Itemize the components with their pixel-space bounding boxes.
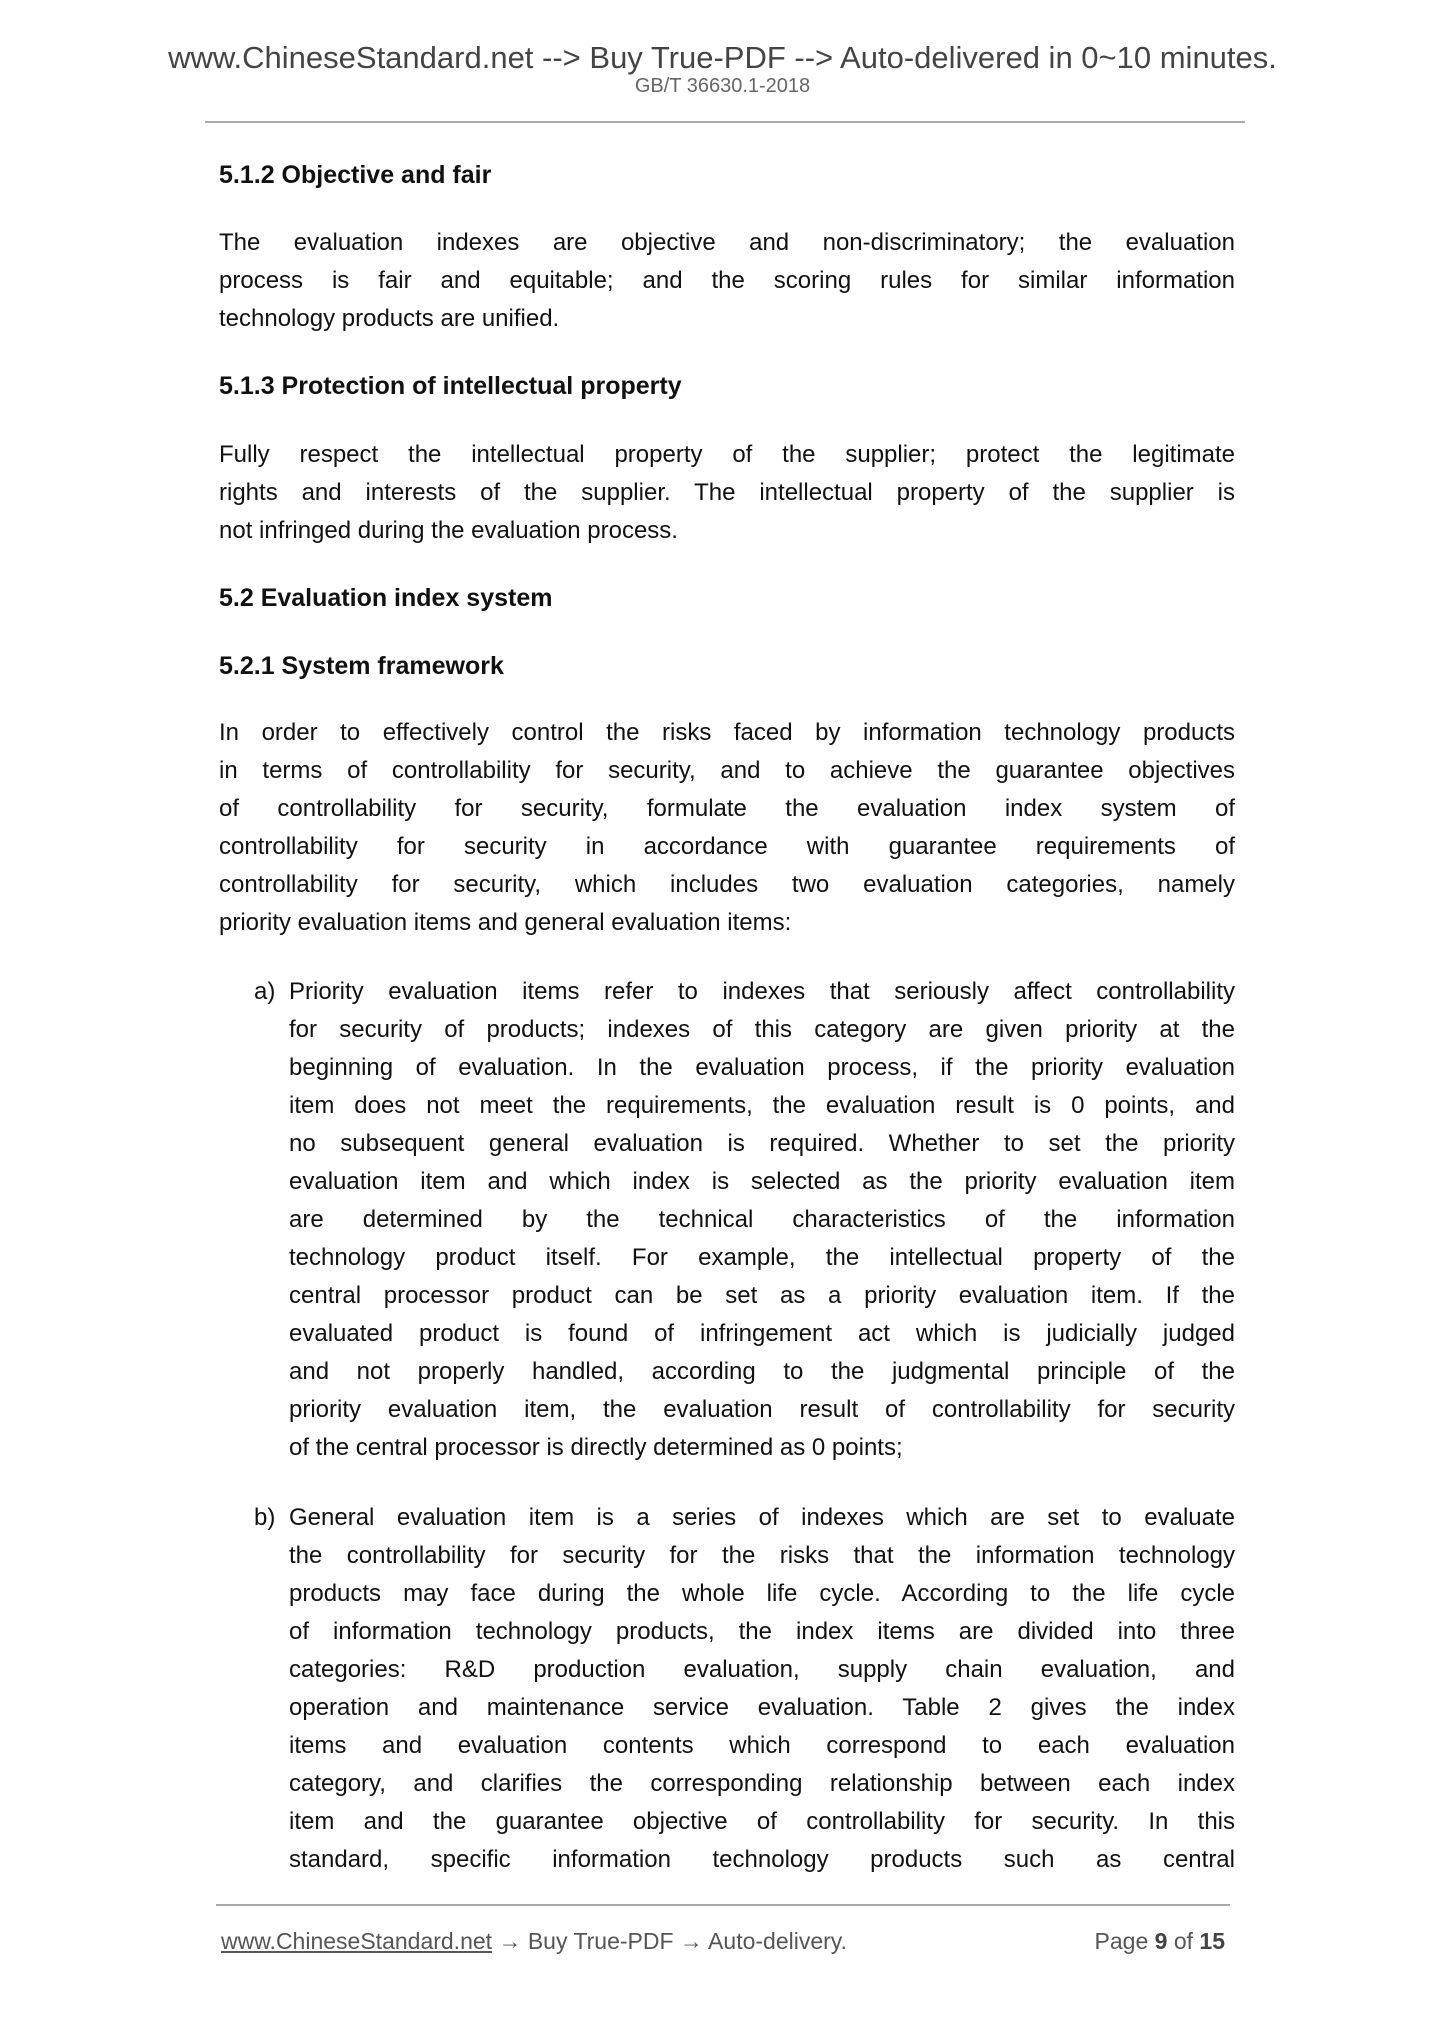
text-line: in terms of controllability for security, and to achieve the guarantee objectives bbox=[219, 757, 1235, 784]
text-line: and not properly handled, according to the judgmental principle of the bbox=[289, 1358, 1235, 1385]
page-number: 9 bbox=[1154, 1928, 1168, 1954]
header-banner: www.ChineseStandard.net --> Buy True-PDF --> Auto-delivered in 0~10 minutes. bbox=[168, 40, 1277, 75]
text-line: priority evaluation item, the evaluation result of controllability for security bbox=[289, 1396, 1235, 1423]
text-line: The evaluation indexes are objective and non-discriminatory; the evaluation bbox=[219, 229, 1235, 256]
heading-5-2-1: 5.2.1 System framework bbox=[219, 652, 504, 680]
text-line: General evaluation item is a series of indexes which are set to evaluate bbox=[289, 1504, 1235, 1531]
list-label-b: b) bbox=[254, 1504, 276, 1531]
text-line: central processor product can be set as a priority evaluation item. If the bbox=[289, 1282, 1235, 1309]
list-item-b-text bbox=[289, 1499, 1235, 1879]
text-line: of the central processor is directly determined as 0 points; bbox=[289, 1434, 903, 1461]
text-line: technology product itself. For example, the intellectual property of the bbox=[289, 1244, 1235, 1271]
list-item-b bbox=[254, 1499, 1235, 1879]
text-line: no subsequent general evaluation is required. Whether to set the priority bbox=[289, 1130, 1235, 1157]
heading-5-2: 5.2 Evaluation index system bbox=[219, 584, 553, 612]
text-line: process is fair and equitable; and the scoring rules for similar information bbox=[219, 267, 1235, 294]
text-line: controllability for security in accordance with guarantee requirements of bbox=[219, 833, 1235, 860]
footer-divider bbox=[216, 1904, 1230, 1906]
text-line: controllability for security, which includes two evaluation categories, namely bbox=[219, 871, 1235, 898]
text-line: category, and clarifies the corresponding relationship between each index bbox=[289, 1770, 1235, 1797]
text-line: the controllability for security for the risks that the information technology bbox=[289, 1542, 1235, 1569]
text-line: of controllability for security, formulate the evaluation index system of bbox=[219, 795, 1235, 822]
text-line: are determined by the technical characteristics of the information bbox=[289, 1206, 1235, 1233]
text-line: item does not meet the requirements, the evaluation result is 0 points, and bbox=[289, 1092, 1235, 1119]
page-indicator bbox=[1095, 1926, 1225, 1956]
text-line: standard, specific information technology products such as central bbox=[289, 1846, 1235, 1873]
page-total: 15 bbox=[1199, 1928, 1225, 1954]
footer-left bbox=[221, 1926, 847, 1956]
text-line: operation and maintenance service evaluation. Table 2 gives the index bbox=[289, 1694, 1235, 1721]
text-line: evaluated product is found of infringement act which is judicially judged bbox=[289, 1320, 1235, 1347]
list-label-a: a) bbox=[254, 978, 276, 1005]
text-line: In order to effectively control the risks faced by information technology products bbox=[219, 719, 1235, 746]
of-word: of bbox=[1173, 1928, 1194, 1954]
text-line: items and evaluation contents which correspond to each evaluation bbox=[289, 1732, 1235, 1759]
footer-tail: → Buy True-PDF → Auto-delivery. bbox=[492, 1928, 847, 1954]
text-line: products may face during the whole life cycle. According to the life cycle bbox=[289, 1580, 1235, 1607]
list-item-a bbox=[254, 973, 1235, 1467]
text-line: Priority evaluation items refer to indexes that seriously affect controllability bbox=[289, 978, 1235, 1005]
text-line: priority evaluation items and general evaluation items: bbox=[219, 909, 792, 936]
text-line: beginning of evaluation. In the evaluation process, if the priority evaluation bbox=[289, 1054, 1235, 1081]
heading-5-1-3: 5.1.3 Protection of intellectual property bbox=[219, 372, 682, 400]
header-divider bbox=[205, 121, 1245, 123]
text-line: for security of products; indexes of this category are given priority at the bbox=[289, 1016, 1235, 1043]
text-line: evaluation item and which index is selected as the priority evaluation item bbox=[289, 1168, 1235, 1195]
footer-link[interactable]: www.ChineseStandard.net bbox=[221, 1928, 493, 1954]
text-line: item and the guarantee objective of controllability for security. In this bbox=[289, 1808, 1235, 1835]
heading-5-1-2: 5.1.2 Objective and fair bbox=[219, 161, 492, 189]
page-word: Page bbox=[1094, 1928, 1149, 1954]
paragraph-5-2-1 bbox=[219, 714, 1235, 942]
paragraph-5-1-2 bbox=[219, 224, 1235, 338]
text-line: of information technology products, the index items are divided into three bbox=[289, 1618, 1235, 1645]
paragraph-5-1-3 bbox=[219, 436, 1235, 550]
text-line: Fully respect the intellectual property of the supplier; protect the legitimate bbox=[219, 441, 1235, 468]
text-line: not infringed during the evaluation process. bbox=[219, 517, 678, 544]
list-item-a-text bbox=[289, 973, 1235, 1467]
text-line: rights and interests of the supplier. The intellectual property of the supplier is bbox=[219, 479, 1235, 506]
text-line: categories: R&D production evaluation, supply chain evaluation, and bbox=[289, 1656, 1235, 1683]
document-id: GB/T 36630.1-2018 bbox=[634, 75, 811, 97]
text-line: technology products are unified. bbox=[219, 305, 560, 332]
